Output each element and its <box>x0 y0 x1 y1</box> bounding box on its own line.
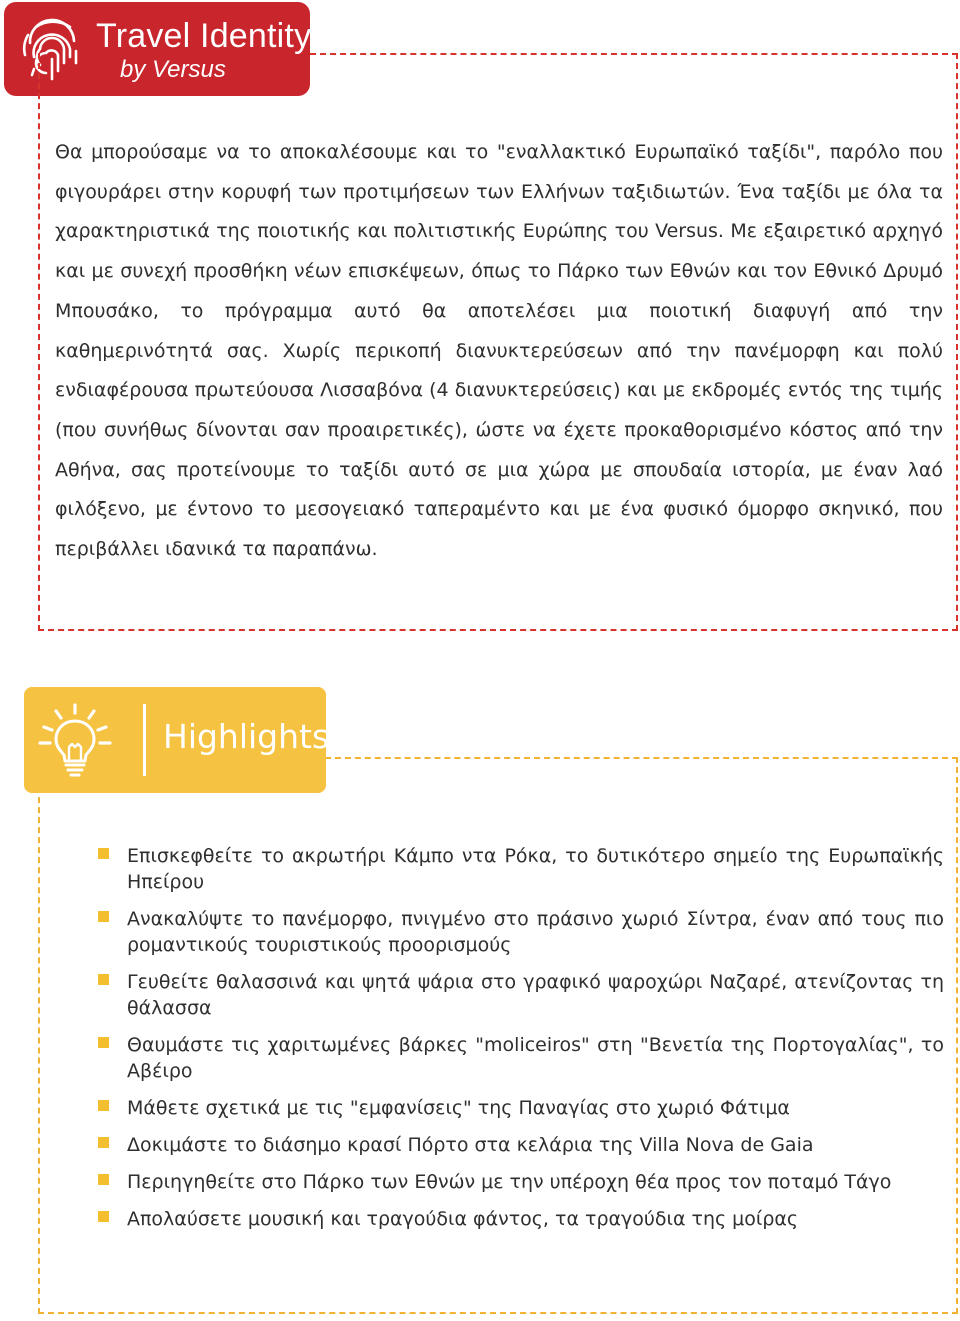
square-bullet-icon <box>98 1174 109 1185</box>
highlight-text: Ανακαλύψτε το πανέμορφο, πνιγμένο στο πράσινο χωριό Σίντρα, έναν από τους πιο ρομαντικούς τουριστικούς προορισμούς <box>127 908 944 956</box>
highlights-list <box>98 843 944 1243</box>
square-bullet-icon <box>98 1100 109 1111</box>
list-item <box>98 1095 944 1121</box>
square-bullet-icon <box>98 1211 109 1222</box>
square-bullet-icon <box>98 848 109 859</box>
lightbulb-icon <box>32 701 118 779</box>
list-item <box>98 1206 944 1232</box>
square-bullet-icon <box>98 974 109 985</box>
list-item <box>98 1169 944 1195</box>
highlight-text: Γευθείτε θαλασσινά και ψητά ψάρια στο γραφικό ψαροχώρι Ναζαρέ, ατενίζοντας τη θάλασσα <box>127 971 944 1019</box>
highlight-text: Επισκεφθείτε το ακρωτήρι Κάμπο ντα Ρόκα, το δυτικότερο σημείο της Ευρωπαϊκής Ηπείρου <box>127 845 944 893</box>
square-bullet-icon <box>98 1037 109 1048</box>
highlights-banner <box>24 687 330 793</box>
brand-name: Travel Identity <box>96 17 312 55</box>
list-item <box>98 906 944 958</box>
highlight-text: Περιηγηθείτε στο Πάρκο των Εθνών με την υπέροχη θέα προς τον ποταμό Τάγο <box>127 1171 892 1193</box>
highlight-text: Απολαύσετε μουσική και τραγούδια φάντος, τα τραγούδια της μοίρας <box>127 1208 799 1230</box>
square-bullet-icon <box>98 911 109 922</box>
highlight-text: Μάθετε σχετικά με τις "εμφανίσεις" της Παναγίας στο χωριό Φάτιμα <box>127 1097 790 1119</box>
list-item <box>98 843 944 895</box>
highlights-title: Highlights <box>163 717 330 756</box>
list-item <box>98 1132 944 1158</box>
list-item <box>98 969 944 1021</box>
intro-paragraph: Θα μπορούσαμε να το αποκαλέσουμε και το "εναλλακτικό Ευρωπαϊκό ταξίδι", παρόλο που φιγουράρει στην κορυφή των προτιμήσεων των Ελλήνων ταξιδιωτών. Ένα ταξίδι με όλα τα χαρακτηριστικά της ποιοτικής και πολιτιστικής Ευρώπης του Versus. Με εξαιρετικό αρχηγό και με συνεχή προσθήκη νέων επισκέψεων, όπως το Πάρκο των Εθνών και τον Εθνικό Δρυμό Μπουσάκο, το πρόγραμμα αυτό θα αποτελέσει μια ποιοτική διαφυγή από την καθημερινότητά σας. Χωρίς περικοπή διανυκτερεύσεων από την πανέμορφη και πολύ ενδιαφέρουσα πρωτεύουσα Λισσαβόνα (4 διανυκτερεύσεις) και με εκδρομές εντός της τιμής (που συνήθως δίνονται σαν προαιρετικές), ώστε να έχετε προκαθορισμένο κόστος από την Αθήνα, σας προτείνουμε το ταξίδι αυτό σε μια χώρα με σπουδαία ιστορία, με έναν λαό φιλόξενο, με έντονο το μεσογειακό ταπεραμέντο και με ένα φυσικό όμορφο σκηνικό, που περιβάλλει ιδανικά τα παραπάνω. <box>55 141 943 561</box>
highlight-text: Θαυμάστε τις χαριτωμένες βάρκες "moliceiros" στη "Βενετία της Πορτογαλίας", το Αβέιρο <box>127 1034 944 1082</box>
banner-divider <box>143 704 146 776</box>
list-item <box>98 1032 944 1084</box>
brand-tagline: by Versus <box>120 56 226 83</box>
highlight-text: Δοκιμάστε το διάσημο κρασί Πόρτο στα κελάρια της Villa Nova de Gaia <box>127 1134 814 1156</box>
square-bullet-icon <box>98 1137 109 1148</box>
